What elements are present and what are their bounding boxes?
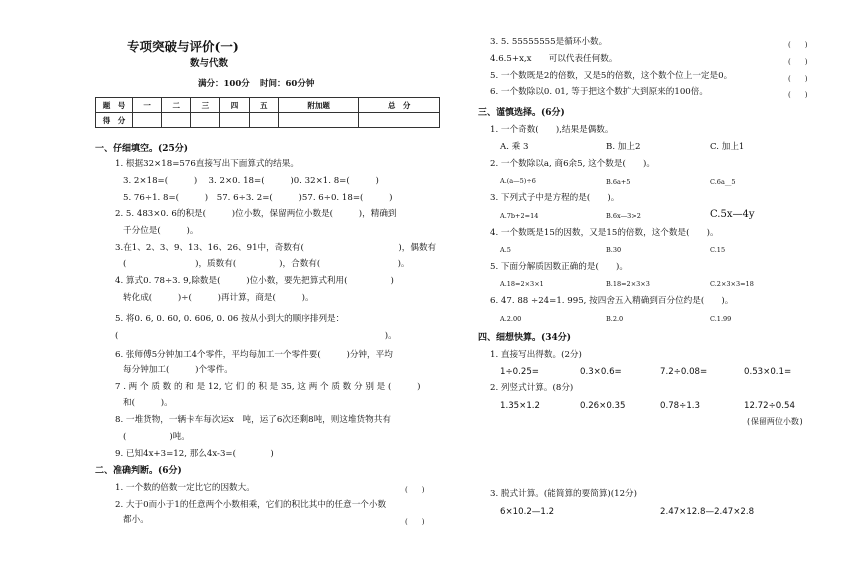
score-cell: 一 bbox=[133, 98, 162, 113]
choice-1: 1. 一个奇数( ),结果是偶数。 bbox=[490, 125, 614, 135]
score-table bbox=[95, 97, 440, 128]
choice-option[interactable]: B.2.0 bbox=[606, 315, 624, 323]
score-input-cell[interactable] bbox=[220, 113, 249, 128]
score-input-cell[interactable] bbox=[359, 113, 440, 128]
calc-item: 0.53×0.1= bbox=[744, 367, 792, 377]
judge-3: 3. 5. 55555555是循环小数。 bbox=[490, 37, 608, 47]
question-6-line-2: 每分钟加工( )个零件。 bbox=[123, 365, 233, 375]
score-cell: 得 分 bbox=[96, 113, 133, 128]
choice-option[interactable]: C.5x—4y bbox=[710, 209, 755, 220]
calc-item: 2.47×12.8—2.47×2.8 bbox=[660, 507, 755, 517]
choice-option[interactable]: B. 加上2 bbox=[606, 142, 641, 152]
question-2: 2. 5. 483×0. 6的积是( )位小数，保留两位小数是( )，精确到 bbox=[115, 209, 397, 219]
choice-option[interactable]: C.1.99 bbox=[710, 315, 732, 323]
calc-1: 1. 直接写出得数。(2分) bbox=[490, 350, 582, 360]
score-cell: 五 bbox=[249, 98, 278, 113]
question-8-line-2: ( )吨。 bbox=[123, 432, 190, 442]
full-score: 满分：100分 bbox=[198, 79, 250, 89]
choice-2: 2. 一个数除以a, 商6余5, 这个数是( )。 bbox=[490, 159, 655, 169]
section-4-title: 四、细想快算。(34分) bbox=[478, 333, 572, 343]
score-table-header-row bbox=[96, 98, 440, 113]
score-input-cell[interactable] bbox=[191, 113, 220, 128]
question-7-line-2: 和( )。 bbox=[123, 398, 173, 408]
answer-paren[interactable]: ( ) bbox=[788, 58, 808, 66]
score-cell: 题 号 bbox=[96, 98, 133, 113]
page-title: 专项突破与评价(一) bbox=[127, 39, 239, 54]
question-1-row-2: 5. 76÷1. 8=( ) 57. 6÷3. 2=( )57. 6÷0. 18=( ) bbox=[123, 193, 393, 203]
choice-option[interactable]: A.18=2×3×1 bbox=[500, 280, 544, 288]
choice-option[interactable]: A.(a—5)÷6 bbox=[500, 177, 536, 185]
answer-paren[interactable]: ( ) bbox=[788, 91, 808, 99]
judge-2-line-2: 都小。 bbox=[123, 515, 149, 525]
score-cell: 二 bbox=[162, 98, 191, 113]
score-input-cell[interactable] bbox=[278, 113, 359, 128]
calc-item: 12.72÷0.54 bbox=[744, 401, 795, 411]
choice-option[interactable]: A.5 bbox=[500, 246, 511, 254]
calc-item: 1.35×1.2 bbox=[500, 401, 541, 411]
right-column bbox=[478, 0, 823, 585]
score-cell: 附加题 bbox=[278, 98, 359, 113]
choice-option[interactable]: B.30 bbox=[606, 246, 622, 254]
question-3-line-2: ( )，质数有( )，合数有( )。 bbox=[123, 259, 410, 269]
question-4-line-2: 转化成( )÷( )再计算，商是( )。 bbox=[123, 293, 314, 303]
section-2-title: 二、准确判断。(6分) bbox=[95, 466, 182, 476]
choice-option[interactable]: C.2×3×3=18 bbox=[710, 280, 754, 288]
judge-1: 1. 一个数的倍数一定比它的因数大。 bbox=[115, 483, 255, 493]
calc-2-note: (保留两位小数) bbox=[746, 417, 804, 426]
choice-option[interactable]: B.6a+5 bbox=[606, 178, 631, 186]
question-3: 3.在1、2、3、9、13、16、26、91中，奇数有( )，偶数有 bbox=[115, 243, 437, 253]
judge-4: 4.6.5+x,x 可以代表任何数。 bbox=[490, 54, 618, 64]
choice-option[interactable]: A.7b+2=14 bbox=[500, 212, 539, 220]
choice-option[interactable]: B.18=2×3×3 bbox=[606, 280, 650, 288]
page-subtitle: 数与代数 bbox=[190, 58, 229, 69]
choice-4: 4. 一个数既是15的因数，又是15的倍数，这个数是( )。 bbox=[490, 228, 719, 238]
calc-item: 0.78÷1.3 bbox=[660, 401, 701, 411]
calc-item: 0.3×0.6= bbox=[580, 367, 622, 377]
question-9: 9. 已知4x+3=12, 那么4x-3=( ) bbox=[115, 449, 274, 459]
answer-paren[interactable]: ( ) bbox=[788, 41, 808, 49]
section-3-title: 三、谨慎选择。(6分) bbox=[478, 108, 565, 118]
judge-2: 2. 大于0而小于1的任意两个小数相乘，它们的积比其中的任意一个小数 bbox=[115, 500, 387, 510]
answer-paren[interactable]: ( ) bbox=[405, 486, 425, 494]
calc-3: 3. 脱式计算。(能简算的要简算)(12分) bbox=[490, 489, 637, 499]
choice-option[interactable]: C. 加上1 bbox=[710, 142, 745, 152]
choice-option[interactable]: C.15 bbox=[710, 246, 726, 254]
choice-option[interactable]: A.2.00 bbox=[500, 315, 522, 323]
calc-item: 0.26×0.35 bbox=[580, 401, 626, 411]
question-2-line-2: 千分位是( )。 bbox=[123, 226, 199, 236]
calc-item: 7.2÷0.08= bbox=[660, 367, 708, 377]
question-8: 8. 一堆货物，一辆卡车每次运x 吨，运了6次还剩8吨，则这堆货物共有 bbox=[115, 415, 391, 425]
exam-time: 时间：60分钟 bbox=[260, 79, 315, 89]
choice-option[interactable]: A. 乘 3 bbox=[500, 142, 529, 152]
choice-option[interactable]: B.6x—3>2 bbox=[606, 212, 641, 220]
score-cell: 三 bbox=[191, 98, 220, 113]
question-5-answer: ( )。 bbox=[115, 331, 397, 341]
choice-option[interactable]: C.6a__5 bbox=[710, 178, 736, 186]
choice-3: 3. 下列式子中是方程的是( )。 bbox=[490, 193, 620, 203]
score-input-cell[interactable] bbox=[133, 113, 162, 128]
choice-5: 5. 下面分解质因数正确的是( )。 bbox=[490, 262, 628, 272]
score-table-score-row bbox=[96, 113, 440, 128]
calc-item: 6×10.2—1.2 bbox=[500, 507, 555, 517]
choice-6: 6. 47. 88 ÷24=1. 995, 按四舍五入精确到百分位约是( )。 bbox=[490, 296, 734, 306]
score-cell: 总 分 bbox=[359, 98, 440, 113]
question-7: 7 . 两 个 质 数 的 和 是 12, 它 们 的 积 是 35, 这 两 个 质 数 分 别 是 ( ) bbox=[115, 382, 421, 392]
answer-paren[interactable]: ( ) bbox=[405, 518, 425, 526]
question-1: 1. 根据32×18=576直接写出下面算式的结果。 bbox=[115, 159, 299, 169]
question-4: 4. 算式0. 78÷3. 9,除数是( )位小数，要先把算式利用( ) bbox=[115, 276, 394, 286]
score-cell: 四 bbox=[220, 98, 249, 113]
score-input-cell[interactable] bbox=[162, 113, 191, 128]
answer-paren[interactable]: ( ) bbox=[788, 75, 808, 83]
score-input-cell[interactable] bbox=[249, 113, 278, 128]
calc-item: 1÷0.25= bbox=[500, 367, 540, 377]
question-1-row-1: 3. 2×18=( ) 3. 2×0. 18=( )0. 32×1. 8=( ) bbox=[123, 176, 379, 186]
judge-5: 5. 一个数既是2的倍数，又是5的倍数，这个数个位上一定是0。 bbox=[490, 71, 733, 81]
section-1-title: 一、仔细填空。(25分) bbox=[95, 144, 189, 154]
calc-2: 2. 列竖式计算。(8分) bbox=[490, 383, 574, 393]
question-5: 5. 将0. 6, 0. 60, 0. 606, 0. 06 按从小到大的顺序排列是： bbox=[115, 314, 345, 324]
question-6: 6. 张师傅5分钟加工4个零件，平均每加工一个零件要( )分钟，平均 bbox=[115, 350, 393, 360]
judge-6: 6. 一个数除以0. 01, 等于把这个数扩大到原来的100倍。 bbox=[490, 87, 708, 97]
left-column bbox=[95, 0, 447, 585]
